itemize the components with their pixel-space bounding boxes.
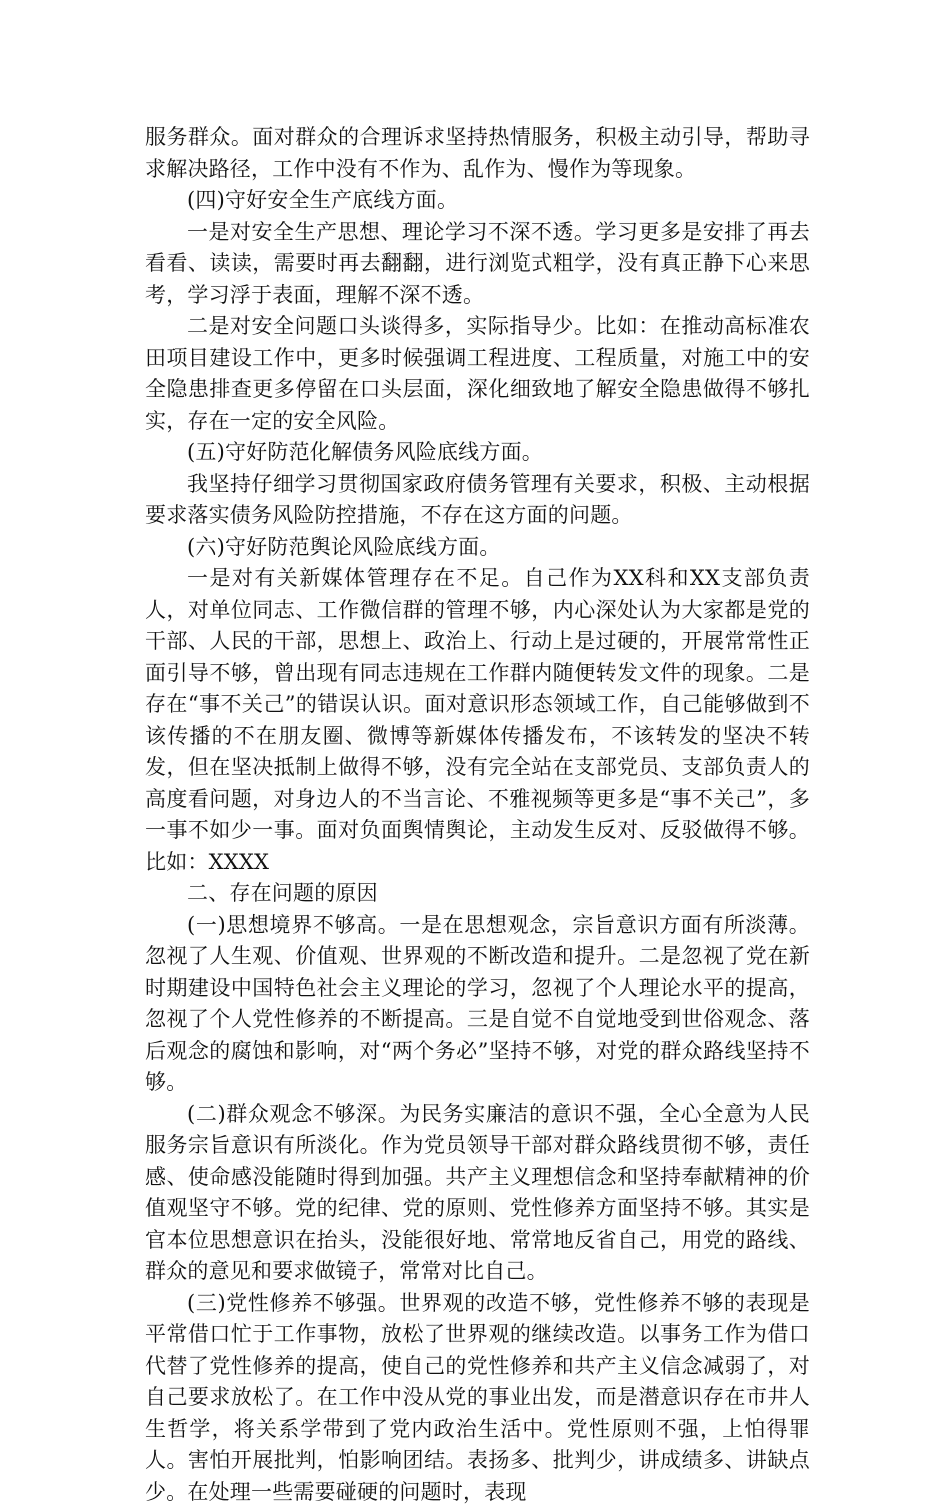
paragraph-safety-study: 一是对安全生产思想、理论学习不深不透。学习更多是安排了再去看看、读读，需要时再去翻翻，进行浏览式粗学，没有真正静下心来思考，学习浮于表面，理解不深不透。 — [145, 217, 810, 312]
paragraph-cause-1: (一)思想境界不够高。一是在思想观念，宗旨意识方面有所淡薄。忽视了人生观、价值观、世界观的不断改造和提升。二是忽视了党在新时期建设中国特色社会主义理论的学习，忽视了个人理论水平的提高，忽视了个人党性修养的不断提高。三是自觉不自觉地受到世俗观念、落后观念的腐蚀和影响，对“两个务必”坚持不够，对党的群众路线坚持不够。 — [145, 910, 810, 1099]
section-heading-4: (四)守好安全生产底线方面。 — [145, 185, 810, 217]
paragraph-continuation: 服务群众。面对群众的合理诉求坚持热情服务，积极主动引导，帮助寻求解决路径，工作中没有不作为、乱作为、慢作为等现象。 — [145, 122, 810, 185]
paragraph-cause-2: (二)群众观念不够深。为民务实廉洁的意识不强，全心全意为人民服务宗旨意识有所淡化。作为党员领导干部对群众路线贯彻不够，责任感、使命感没能随时得到加强。共产主义理想信念和坚持奉献精神的价值观坚守不够。党的纪律、党的原则、党性修养方面坚持不够。其实是官本位思想意识在抬头，没能很好地、常常地反省自己，用党的路线、群众的意见和要求做镜子，常常对比自己。 — [145, 1099, 810, 1288]
section-heading-6: (六)守好防范舆论风险底线方面。 — [145, 532, 810, 564]
paragraph-cause-3: (三)党性修养不够强。世界观的改造不够，党性修养不够的表现是平常借口忙于工作事物，放松了世界观的继续改造。以事务工作为借口代替了党性修养的提高，使自己的党性修养和共产主义信念减弱了，对自己要求放松了。在工作中没从党的事业出发，而是潜意识存在市井人生哲学，将关系学带到了党内政治生活中。党性原则不强，上怕得罪人。害怕开展批判，怕影响团结。表扬多、批判少，讲成绩多、讲缺点少。在处理一些需要碰硬的问题时，表现 — [145, 1288, 810, 1508]
section-heading-5: (五)守好防范化解债务风险底线方面。 — [145, 437, 810, 469]
document-body — [145, 122, 810, 1508]
paragraph-safety-guidance: 二是对安全问题口头谈得多，实际指导少。比如：在推动高标准农田项目建设工作中，更多时候强调工程进度、工程质量，对施工中的安全隐患排查更多停留在口头层面，深化细致地了解安全隐患做得不够扎实，存在一定的安全风险。 — [145, 311, 810, 437]
chapter-heading-causes: 二、存在问题的原因 — [145, 878, 810, 910]
paragraph-debt-risk: 我坚持仔细学习贯彻国家政府债务管理有关要求，积极、主动根据要求落实债务风险防控措施，不存在这方面的问题。 — [145, 469, 810, 532]
paragraph-media-management: 一是对有关新媒体管理存在不足。自己作为XX科和XX支部负责人，对单位同志、工作微信群的管理不够，内心深处认为大家都是党的干部、人民的干部，思想上、政治上、行动上是过硬的，开展常常性正面引导不够，曾出现有同志违规在工作群内随便转发文件的现象。二是存在“事不关己”的错误认识。面对意识形态领域工作，自己能够做到不该传播的不在朋友圈、微博等新媒体传播发布，不该转发的坚决不转发，但在坚决抵制上做得不够，没有完全站在支部党员、支部负责人的高度看问题，对身边人的不当言论、不雅视频等更多是“事不关己”，多一事不如少一事。面对负面舆情舆论，主动发生反对、反驳做得不够。比如：XXXX — [145, 563, 810, 878]
